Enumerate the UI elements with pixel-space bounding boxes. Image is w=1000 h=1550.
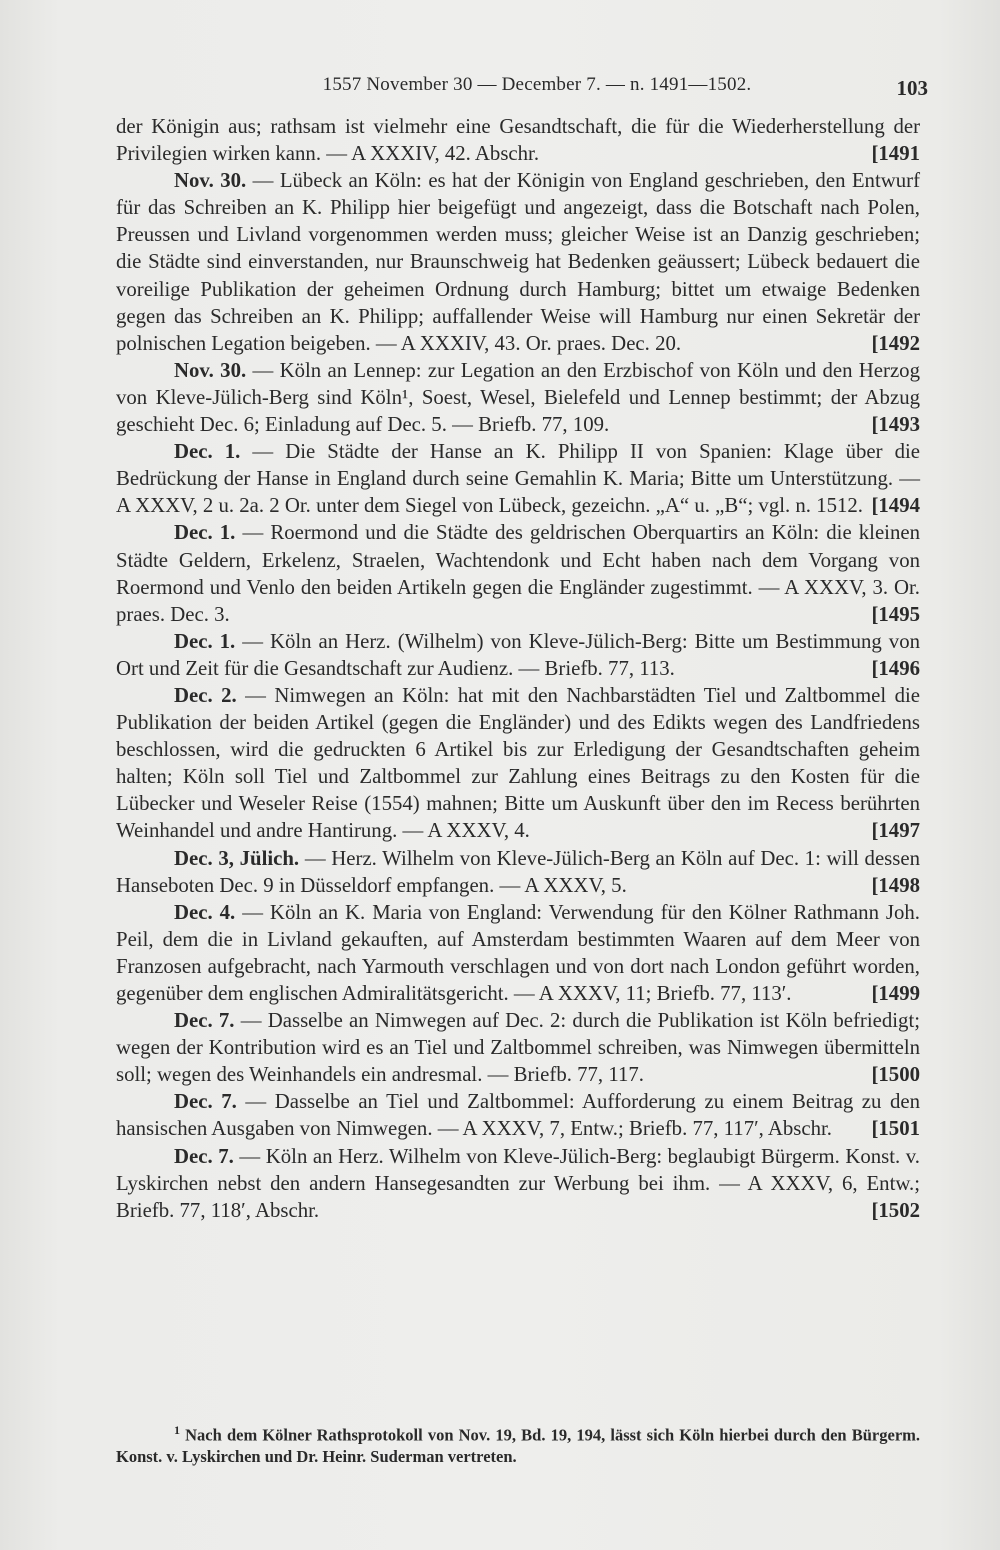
entry-text: — Herz. Wilhelm von Kleve-Jülich-Berg an Köln auf Dec. 1: will dessen Hanseboten Dec. 9 in Düsseldorf empfangen. — A XXXV, 5. <box>116 846 920 897</box>
entry-1496 <box>116 628 920 682</box>
page-number: 103 <box>896 76 928 100</box>
entry-text: — Roermond und die Städte des geldrischen Oberquartirs an Köln: die kleinen Städte Geldern, Erkelenz, Straelen, Wachtendonk und Echt haben nach dem Vorgang von Roermond und Venlo den beiden Artikeln gegen die Engländer zugestimmt. — A XXXV, 3. Or. praes. Dec. 3. <box>116 521 920 626</box>
footnote-text: Nach dem Kölner Rathsprotokoll von Nov. 19, Bd. 19, 194, lässt sich Köln hierbei durch den Bürgerm. Konst. v. Lyskirchen und Dr. Heinr. Suderman vertreten. <box>116 1425 921 1466</box>
entry-1494 <box>116 438 920 519</box>
entry-text: — Köln an Herz. Wilhelm von Kleve-Jülich-Berg: beglaubigt Bürgerm. Konst. v. Lyskirchen nebst den andern Hansegesandten zur Werbung bei ihm. — A XXXV, 6, Entw.; Briefb. 77, 118′, Abschr. <box>116 1144 921 1222</box>
entry-number: [1497 <box>871 819 920 843</box>
entry-number: [1494 <box>871 494 920 518</box>
entry-number: [1492 <box>871 331 920 355</box>
entry-number: [1495 <box>871 602 920 626</box>
entry-1495 <box>116 519 920 627</box>
entry-number: [1500 <box>871 1063 920 1087</box>
entry-1497 <box>116 682 920 845</box>
entry-text: — Köln an K. Maria von England: Verwendung für den Kölner Rathmann Joh. Peil, dem die in Livland gekauften, auf Amsterdam bestimmten Waaren auf dem Meer von Franzosen aufgebracht, nach Yarmouth verschlagen und von dort nach London geführt worden, gegenüber dem englischen Admiralitätsgericht. — A XXXV, 11; Briefb. 77, 113′. <box>116 900 921 1005</box>
footnote-mark: 1 <box>174 1423 180 1437</box>
entry-date: Nov. 30. <box>174 169 247 193</box>
entry-1500 <box>116 1007 920 1088</box>
entry-1493 <box>116 357 920 438</box>
entry-number: [1499 <box>871 982 920 1005</box>
entry-text: — Köln an Lennep: zur Legation an den Erzbischof von Köln und den Herzog von Kleve-Jülich-Berg sind Köln¹, Soest, Wesel, Bielefeld und Lennep bestimmt; der Abzug geschieht Dec. 6; Einladung auf Dec. 5. — Briefb. 77, 109. <box>116 358 920 437</box>
entry-text: — Lübeck an Köln: es hat der Königin von England geschrieben, den Entwurf für das Schreiben an K. Philipp hier beigefügt und angezeigt, dass die Botschaft nach Polen, Preussen und Livland vorgenommen werden muss; gleicher Weise ist an Danzig geschrieben; die Städte sind einverstanden, nur Braunschweig hat Bedenken geäussert; Lübeck bedauert die voreilige Publikation der geheimen Ordnung durch Hamburg; bittet um etwaige Bedenken gegen das Schreiben an K. Philipp; auffallender Weise will Hamburg nur einen Sekretär der polnischen Legation beigeben. — A XXXIV, 43. Or. praes. Dec. 20. <box>116 169 920 355</box>
entry-text: — Nimwegen an Köln: hat mit den Nachbarstädten Tiel und Zaltbommel die Publikation der beiden Artikel (gegen die Engländer) und des Edikts wegen des Landfriedens beschlossen, wird die gedruckten 6 Artikel bis zur Erledigung der Gesandtschaften geheim halten; Köln soll Tiel und Zaltbommel zur Zahlung eines Beitrags zu den Kosten für die Lübecker und Weseler Reise (1554) mahnen; Bitte um Auskunft über den im Recess berührten Weinhandel und andre Hantirung. — A XXXV, 4. <box>116 683 920 843</box>
entry-date: Nov. 30. <box>174 358 247 382</box>
entry-number: [1491 <box>871 142 920 166</box>
entry-1498 <box>116 845 920 899</box>
entry-text: der Königin aus; rathsam ist vielmehr eine Gesandtschaft, die für die Wiederherstellung der Privilegien wirken kann. — A XXXIV, 42. Abschr. <box>116 115 920 166</box>
running-title: 1557 November 30 — December 7. — n. 1491—1502. <box>322 74 752 95</box>
entry-date: Dec. 1. <box>174 521 236 545</box>
entry-date: Dec. 2. <box>174 683 237 707</box>
entry-number: [1502 <box>871 1198 920 1222</box>
entry-date: Dec. 1. <box>174 629 236 653</box>
entry-1499 <box>116 899 920 1007</box>
entry-1501 <box>116 1088 920 1142</box>
page-body <box>116 113 920 1224</box>
entry-number: [1498 <box>871 873 920 897</box>
entry-date: Dec. 7. <box>174 1009 235 1033</box>
entry-text: — Die Städte der Hanse an K. Philipp II von Spanien: Klage über die Bedrückung der Hanse in England durch seine Gemahlin K. Maria; Bitte um Unterstützung. — A XXXV, 2 u. 2a. 2 Or. unter dem Siegel von Lübeck, gezeichn. „A“ u. „B“; vgl. n. 1512. <box>116 440 920 518</box>
footnote <box>116 1420 920 1467</box>
entry-date: Dec. 3, Jülich. <box>174 846 300 870</box>
entry-date: Dec. 4. <box>174 900 236 924</box>
entry-number: [1493 <box>871 413 920 437</box>
page-header <box>116 74 928 104</box>
entry-text: — Dasselbe an Tiel und Zaltbommel: Aufforderung zu einem Beitrag zu den hansischen Ausgaben von Nimwegen. — A XXXV, 7, Entw.; Briefb. 77, 117′, Abschr. <box>116 1090 920 1141</box>
entry-date: Dec. 7. <box>174 1144 234 1168</box>
entry-text: — Köln an Herz. (Wilhelm) von Kleve-Jülich-Berg: Bitte um Bestimmung von Ort und Zeit für die Gesandtschaft zur Audienz. — Briefb. 77, 113. <box>116 629 920 680</box>
entry-1492 <box>116 167 920 357</box>
entry-number: [1496 <box>871 656 920 680</box>
entry-1502 <box>116 1143 920 1224</box>
entry-text: — Dasselbe an Nimwegen auf Dec. 2: durch die Publikation ist Köln befriedigt; wegen der Kontribution wird es an Tiel und Zaltbommel schreiben, was Nimwegen übermitteln soll; wegen des Weinhandels ein andresmal. — Briefb. 77, 117. <box>116 1009 920 1087</box>
entry-1491 <box>116 113 920 167</box>
entry-date: Dec. 7. <box>174 1090 237 1114</box>
entry-date: Dec. 1. <box>174 440 241 464</box>
entry-number: [1501 <box>871 1117 920 1141</box>
